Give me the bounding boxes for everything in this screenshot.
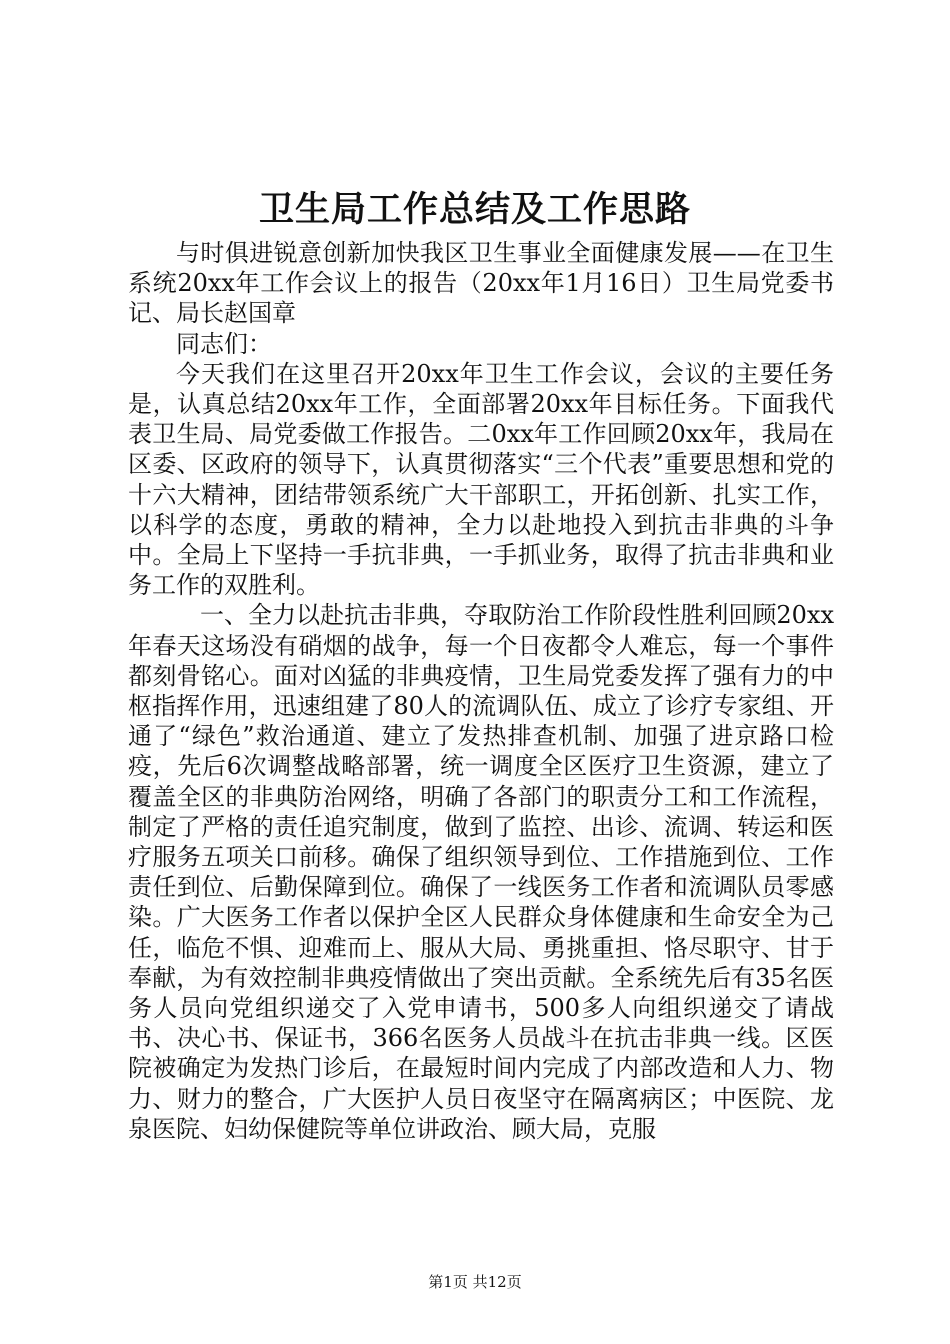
- body-paragraph: 一、全力以赴抗击非典，夺取防治工作阶段性胜利回顾20xx年春天这场没有硝烟的战争，每一个日夜都令人难忘，每一个事件都刻骨铭心。面对凶猛的非典疫情，卫生局党委发挥了强有力的中枢指挥作用，迅速组建了80人的流调队伍、成立了诊疗专家组、开通了“绿色”救治通道、建立了发热排查机制、加强了进京路口检疫，先后6次调整战略部署，统一调度全区医疗卫生资源，建立了覆盖全区的非典防治网络，明确了各部门的职责分工和工作流程，制定了严格的责任追究制度，做到了监控、出诊、流调、转运和医疗服务五项关口前移。确保了组织领导到位、工作措施到位、工作责任到位、后勤保障到位。确保了一线医务工作者和流调队员零感染。广大医务工作者以保护全区人民群众身体健康和生命安全为己任，临危不惧、迎难而上、服从大局、勇挑重担、恪尽职守、甘于奉献，为有效控制非典疫情做出了突出贡献。全系统先后有35名医务人员向党组织递交了入党申请书，500多人向组织递交了请战书、决心书、保证书，366名医务人员战斗在抗击非典一线。区医院被确定为发热门诊后，在最短时间内完成了内部改造和人力、物力、财力的整合，广大医护人员日夜坚守在隔离病区；中医院、龙泉医院、妇幼保健院等单位讲政治、顾大局，克服: [128, 601, 834, 1143]
- document-body: [128, 238, 834, 1144]
- report-heading-paragraph: 与时俱进锐意创新加快我区卫生事业全面健康发展——在卫生系统20xx年工作会议上的报告（20xx年1月16日）卫生局党委书记、局长赵国章: [128, 239, 834, 328]
- salutation-paragraph: 同志们：: [176, 329, 272, 358]
- document-title: 卫生局工作总结及工作思路: [258, 189, 691, 230]
- body-paragraph: 今天我们在这里召开20xx年卫生工作会议，会议的主要任务是，认真总结20xx年工作，全面部署20xx年目标任务。下面我代表卫生局、局党委做工作报告。二0xx年工作回顾20xx年，我局在区委、区政府的领导下，认真贯彻落实“三个代表”重要思想和党的十六大精神，团结带领系统广大干部职工，开拓创新、扎实工作，以科学的态度，勇敢的精神，全力以赴地投入到抗击非典的斗争中。全局上下坚持一手抗非典，一手抓业务，取得了抗击非典和业务工作的双胜利。: [128, 359, 834, 600]
- page-footer: 第1页 共12页: [428, 1273, 522, 1291]
